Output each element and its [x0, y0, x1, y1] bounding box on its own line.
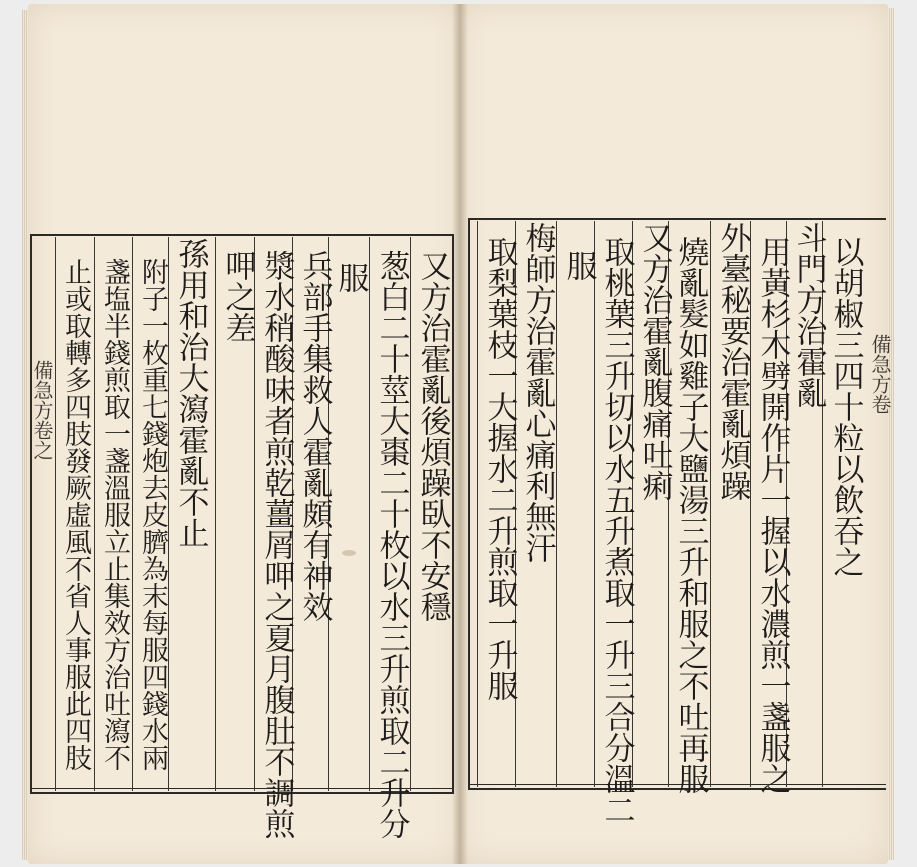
text-column: 以胡椒三四十粒以飲吞之: [827, 236, 864, 577]
column-rule: [55, 237, 56, 791]
text-column: 漿水稍酸味者煎乾薑屑呷之夏月腹肚不調煎: [258, 250, 295, 839]
text-column: 梅師方治霍亂心痛利無汗: [519, 222, 556, 563]
text-column: 附子一枚重七錢炮去皮臍為末每服四錢水兩: [137, 258, 168, 771]
text-column: 燒亂髮如雞子大鹽湯三升和服之不吐再服: [672, 236, 709, 794]
right-page-edges: [888, 8, 894, 860]
text-column: 葱白二十莖大棗二十枚以水三升煎取二升分: [373, 250, 410, 839]
text-column: 用黃杉木劈開作片一握以水濃煎一盞服之: [754, 236, 791, 794]
text-column: 服: [560, 250, 597, 281]
column-rule: [215, 237, 216, 791]
left-margin-title: 備急方卷之: [30, 360, 54, 460]
right-margin-title: 備急方卷: [868, 334, 892, 414]
column-rule: [94, 237, 95, 791]
text-column: 外臺秘要治霍亂煩躁: [714, 222, 751, 501]
column-rule: [477, 221, 478, 787]
column-rule: [410, 237, 411, 791]
book-gutter: [452, 4, 468, 864]
column-rule: [369, 237, 370, 791]
text-column: 取梨葉枝一大握水二升煎取一升服: [481, 236, 518, 701]
text-column: 呷之差: [219, 250, 256, 343]
text-column: 又方治霍亂腹痛吐痢: [636, 222, 673, 501]
text-column: 孫用和治大瀉霍亂不止: [172, 238, 209, 548]
paper-stain: [342, 550, 356, 556]
text-column: 又方治霍亂後煩躁臥不安穩: [414, 250, 451, 622]
column-rule: [710, 221, 711, 787]
text-column: 盞塩半錢煎取一盞溫服立止集效方治吐瀉不: [99, 258, 130, 771]
text-column: 止或取轉多四肢發厥虛風不省人事服此四肢: [60, 258, 91, 771]
text-column: 取桃葉三升切以水五升煮取一升三合分溫二: [598, 236, 635, 825]
text-column: 兵部手集救人霍亂頗有神效: [296, 250, 333, 622]
column-rule: [132, 237, 133, 791]
column-rule: [556, 221, 557, 787]
text-column: 斗門方治霍亂: [790, 222, 827, 408]
column-rule: [594, 221, 595, 787]
text-column: 服: [332, 262, 369, 293]
